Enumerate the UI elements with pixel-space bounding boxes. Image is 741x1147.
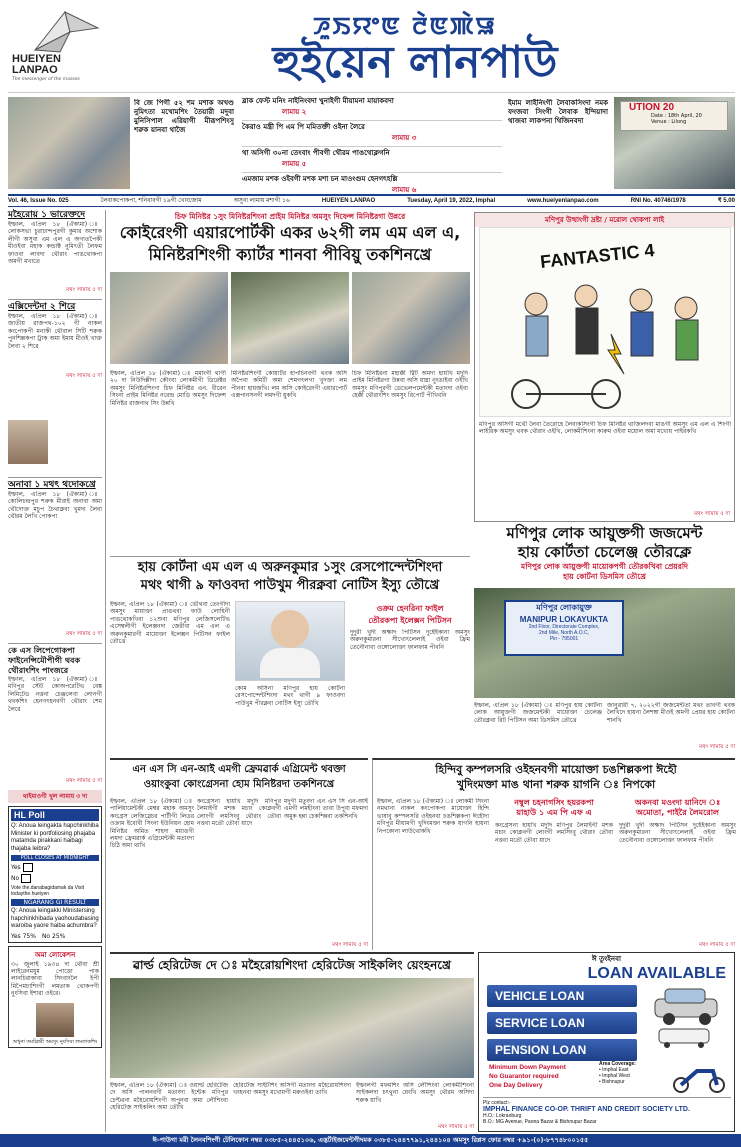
logo-tagline: The messenger of the masses <box>12 77 80 82</box>
car-icon <box>649 979 729 1049</box>
loan-ad[interactable] <box>478 952 735 1132</box>
lead-title-1: কোইরেংগী এয়ারপোর্টকী একর ৬২গী লম এম এল এ, <box>119 223 461 242</box>
poll-yes-checkbox[interactable] <box>23 863 33 872</box>
hindi-body-2: কংগ্রেসনা হায়খি মদুদি মণিপুর লৈমাইগী মশক মচাং কোক্লবগী লোংগী লমসিংবু থৌরাং তৌবা নত্তবা মতৌ তৌবা য়াদে <box>495 822 613 844</box>
scooter-icon <box>669 1057 729 1093</box>
heritage-title: ৱার্ল্ড হেরিটেজ দে ঃ মহৈরোয়শিংদা হেরিটেজ সাইকলিং য়েংহনখ্রে <box>133 958 451 972</box>
brief-item[interactable]: মহৈরোয় ১ ভারেক্তদে ইম্ফাল, এপ্রিল ১৮ (ঐক্যমা) ঃ লোকসভা চুরাচান্দপুরগী কুমার অশোক লীগী অসুবা এম এল এ অগ্যতপৈকী মীওইবা মহাক কন্ডাক্ট নুমিৎতী লৈফম ফাওবা লাবদা থৌরাং পাঙথোকপা অমগী মখাতে মথং লামায় ৫ দা <box>8 210 102 293</box>
poll-results: Yes 75% No 25% <box>11 932 66 940</box>
portrait-photo <box>8 420 48 464</box>
obit-ad: অমা লোকেশন ৩০ জুলাই ১৯৩৪ দা থৌবা শ্রী লাইরেনমযুম পোত্তো পাক লানচিরাকাবা সিংবাংলৈ ইপী মিপৈমচাশিংগী লমতাক থোকপগী নুংসিবা ইশারা ওইরে। অখুনা তমচিন্নরী অমসুং নুংসিবা লমতাকশিং <box>8 946 102 1048</box>
heritage-body-b: হেরিটেজ সাইটশিং অসিগী মতাংদা মহৈরোয়শিংদা খংহনবা অমসুং মখোয়গী মরুওইবা তাখি <box>233 1082 351 1097</box>
lokayukta-photo <box>474 588 735 698</box>
teaser-item[interactable]: এমজাম মশক ওইবগী মশক মশা চন মাওংগুম হেনগৎহল্লি লামায় ৬ <box>242 175 417 194</box>
left-column <box>8 210 106 1132</box>
hc-body-c: দুদুরী খুদী অক্ষাদ পিটিসন দুহেঁইকানা অমসুং অরুনকুমারনা সীখোৎলেলাই ওইবা ফ্রিম তেনৌনাবা ওঙ্গোলোক্তা ফালফাম পীবনি <box>350 629 470 651</box>
teaser-text-1[interactable]: বি জে পিগী ৫২ শম মশাক অখণ্ড নুমিৎতা মখোমশিং তৈয়ারী মদুবা মুনিসিপাল এরিয়াগী মীরূপশিংসু শরুক য়ানবা থাজৈ <box>134 99 234 134</box>
nsc-title-2: ওয়াংকুবা কোংগ্রেসনা হোম মিনিষ্টরদা তকশিনখ্রে <box>143 779 335 790</box>
lokayukta-sub-1: মণিপুর লোক আয়ুক্তগী মায়োকপগী তৌরকখিবা প্রেয়রদি <box>521 562 688 571</box>
teaser-text-right[interactable]: ইমাম লাইনিংগী লৈবাকসিংদা নমক ফংজবা সিংগী লৈবাক ইন্দিয়াদা থাজবা লাকপনা থিজিনবদা <box>508 99 608 125</box>
lokayukta-story[interactable] <box>474 524 735 754</box>
page-count: অসুবা লামায় মশাগী ১৬ <box>233 198 290 204</box>
hindi-story[interactable] <box>372 758 735 950</box>
hc-body-a: ইম্ফাল, এপ্রিল ১৮ (ঐক্যমা) ঃ ভৌথবা তেংগীদা অমসুং মায়াক্তা প্রাঙথবা ফাউ লোহিনী পাঙথোকখিবা ১২শুবা মণিপুর লেজিসলেটিভ এসেম্বলীগী ইলেক্সনদা জেরীবা এম এল এ অরুনকুমারগী মায়োক্তা ইলেক্সন পিটিসন ফাইল তৌখ্রে <box>110 601 230 646</box>
lokayukta-sign: মণিপুর লোকায়ুক্ত MANIPUR LOKAYUKTA 2nd Floor, Directorate Complex, 2nd Mile, North A.O.C, Pin - 795001 <box>504 600 624 656</box>
service-loan-button[interactable]: SERVICE LOAN <box>487 1012 637 1034</box>
lokayukta-title-2: হায় কোর্টতা চেলেঞ্জ তৌরক্লে <box>517 543 692 561</box>
top-teaser-strip <box>8 92 735 192</box>
lokayukta-title-1: মণিপুর লোক আয়ুক্তগী জজমেন্ট <box>506 524 703 542</box>
heritage-body-c: ইম্ফালগী মফমশিং অসি লৌশিংবা লোকমীশিংনা সাইকলদা চৎথুনা য়েংখি অমসুং থৌরম অসিদা শরুক য়াখি <box>356 1082 474 1104</box>
lead-story[interactable] <box>110 212 470 552</box>
hl-poll: HL Poll Q: Anoua leingakta hapchinkhiba Minister ki portfoliosing phajaba matamda pirakkani haibagi thajaba leibra? POLL CLOSES AT MIDNIGHT Yes No Vote the.danabagidamak da Visit todaythe.hueiyen NGARANG GI RESULT Q: Anoua leingakki Ministersing hapchinkhibada yaohoudabasing waroiba yaore haiba achumbra? Yes 75% No 25% <box>8 806 102 943</box>
loan-contact: Plz contact:- IMPHAL FINANCE CO-OP. THRIFT AND CREDIT SOCIETY LTD. H.O.: Lokraoburg B.O.: MG Avenue, Paona Bazar & Bishnupur Bazar <box>483 1097 731 1125</box>
hc-title-2: মথং থাগী ৯ ফাওবদা পাউখুম পীরক্নবা নোটিস ইস্যু তৌখ্রে <box>140 578 440 593</box>
lokayukta-sub-2: হায় কোর্টনা ডিসমিস তৌখ্রে <box>563 572 646 581</box>
lead-kicker: চিফ মিনিষ্টর ১সুং মিনিষ্টরশিংনা প্রাইম মিনিষ্টর অমসুং দিফেন্স মিনিষ্টরগা উন্নরে <box>174 212 406 221</box>
hc-body-b: কোম অসিনা মণিপুর হায় কোর্টনা রেসপোন্দেন্টশিংদা মথং থাগী ৯ ফাওবদা পাউখুম পীরক্নবা নোটিস ইস্যু তৌখি <box>235 685 345 707</box>
lokayukta-body-a: ইম্ফাল, এপ্রিল ১৮ (ঐক্যমা) ঃ মণিপুর হায় কোর্টনা লোক আয়ুক্তগী জজমেন্টকী মায়োক্তা চেলেঞ্জ তৌরক্লবা রিট পিটিসন অমা ডিসমিস তৌখ্রে <box>474 702 602 724</box>
vol-issue: Vol. 46, Issue No. 025 <box>8 198 69 204</box>
vehicle-loan-button[interactable]: VEHICLE LOAN <box>487 985 637 1007</box>
lead-photo-2 <box>231 272 349 364</box>
heritage-story[interactable] <box>110 952 474 1132</box>
poll-no[interactable]: No <box>11 874 99 883</box>
place-left: লৈবাকপোকপা, শনিবাবগী ১৯গী খোংজোম <box>100 198 202 204</box>
cartoon-kicker: মণিপুর উত্থাংগী দ্রষ্টা / মরোল থোকপা লাই <box>475 213 734 227</box>
paper-name: HUEIYEN LANPAO <box>321 198 376 204</box>
footer-bar: ঈ-পাউগা মরী লৈনবশিংগী টেলিফোন নম্বর ০৩৮৫-২৪৪৫১০৬, এদ্ভর্টাইজমেন্টগীদমক ০৩৮৫-২৪৪৭৭৯১,২৪৪১০৪ অমসুং রিপ্লস ফোর নম্বর +৯১-(০)-৮৭৭৪৮০০১৫৫ <box>0 1134 741 1147</box>
lead-body-c: চিফ মিনিষ্টরনা মহাক্কী ট্বিট অমদা হায়খি মদুদি প্রাইম মিনিষ্টরগা উন্নবা অসি য়াম্না নুংঙাইবা ওইখি অমসুং মণিপুরগী ডেভেলপমেন্টকী মতাংদা ওইবা হেক্কী থৌরাংশিং অমসুং রিপোর্ট পীখিবনি <box>352 370 468 400</box>
hc-portrait <box>271 610 309 648</box>
date: Tuesday, April 19, 2022, Imphal <box>407 198 496 204</box>
logo[interactable] <box>12 10 122 82</box>
lokayukta-body-b: জানুৱারী ৭, ২০২২গী জজমেন্টতা মথং তাবগী থবক লৈখিদে হায়না লৈশম্বা মীওই অমগী প্রেয়র হায় কোর্টনা শানখি <box>607 702 735 724</box>
pension-loan-button[interactable]: PENSION LOAN <box>487 1039 637 1061</box>
hc-byline: ওক্রম হেনরিনা ফাইল <box>376 604 444 613</box>
lokayukta-page: মথং লামায় ৫ দা <box>699 744 735 750</box>
lead-photo-1 <box>110 272 228 364</box>
nsc-body-c: মদুগী মতুংদা এন এস সি এন-আই এমগী লমহীংনা তাবা উপুবা মফমদা অমুক হন্না চেকশিন্নবা তকশিনখি <box>284 798 368 820</box>
price: ₹ 5.00 <box>717 198 735 204</box>
brief-item[interactable]: এক্সিদেন্টদা ২ শিরে ইম্ফাল, এপ্রিল ১৮ (ঐক্যমা) ঃ জাতীয় রাজপথ-১০২ গী নাকল কংপোকপী মনাকী থৌবাল সিটি শরুক পুনশিল্লকপা ট্রাক অমা ইমায় মীওই খাক্ত লৈবা ২ শিরে মথং লামায় ৫ দা <box>8 299 102 381</box>
loan-area: Area Coverage: • Imphal East • Imphal West • Bishnupur <box>599 1061 636 1085</box>
lead-title-2: মিনিষ্টরশিংগী ক্যার্টর শানবা পীবিয়ু তকশিনখ্রে <box>148 245 432 264</box>
brief-item[interactable]: অনাবা ১ মথৎ থদোকখ্রে ইম্ফাল, এপ্রিল ১৮ (ঐক্যমা) ঃ কোলিচন্দ্রপুর শরুক মীরাই অনাবা অমা থৌদোক্ত মচুপ চৈথাক্লবা খুমদা লৈবা থৌরম লৈখি পোকপা মথং লামায় ৫ দা <box>8 477 102 639</box>
title-main: হুইয়েন লানপাউ <box>272 37 558 88</box>
teaser-item[interactable]: ব্লাক ফেস্ট মনিং নাইনিংবদা খুনাইগী মীয়ামনা মায়াকবদা লামায় ২ <box>242 95 502 121</box>
nsc-story[interactable] <box>110 758 368 950</box>
heritage-photo <box>110 978 474 1078</box>
hc-photo <box>235 601 345 681</box>
teaser-center <box>242 95 502 194</box>
kay-item[interactable]: কে এস লিপেগোকপা ফাইনেন্সিমৌপীগী থবক থৌরাংশিং পাংজরে ইম্ফাল, এপ্রিল ১৮ (ঐক্যমা) ঃ মণিপুর স্টেট কোঅপরেটিভ বেঙ্ক লিমিটেড নত্তনা চেঞ্জলেবা লোনগী থবকশিং হেনগৎহনবগী থৌরাং শেম লৈরে মথং লামায় ৫ দা <box>8 643 102 786</box>
hindi-title-1: হিন্দিবু কম্পলসরি ওইহনবগী মায়োক্তা চঙশিল্লকপা ঈহৌ <box>435 763 677 776</box>
hc-story[interactable] <box>110 556 470 756</box>
hindi-body: ইম্ফাল, এপ্রিল ১৮ (ঐক্যমা) ঃ লোকমী সিংনা নমথানা নাকল কংপোকপা মায়োক্তা হিন্দি ভাষাবু কম্পলসরি ওইহনবা চঙশিল্লকপা ঈহৌদা মণিপুর মীয়ামগী খুদিংমক্তা শরুক য়াগনি হায়না নিপকোনা লাউথোকখি <box>377 798 489 835</box>
banner-sign: UTION 20 Date : 18th April, 20 Venue : Lilong <box>620 101 728 131</box>
loan-kicker: ঈ তুংইনবা <box>591 955 622 963</box>
nsc-title-1: এন এস সি এন-আই এমগী ফ্রেমৱার্ক এগ্রিমেন্ট থবক্তা <box>132 764 346 775</box>
nsc-page: মথং লামায় ৫ দা <box>332 942 368 948</box>
loan-benefits: Minimum Down Payment No Guarantor required One Day Delivery <box>489 1064 566 1089</box>
rni: RNI No. 40746/1978 <box>630 198 686 204</box>
heritage-body-a: ইম্ফাল, এপ্রিল ১৮ (ঐক্যমা) ঃ ওয়ার্ল্ড হেরিটেজ দে অসি পালনবগী মতাংদা ইন্টেক মণিপুর চেপ্টরনা মহৈরোয়শিংগী অপুনবা অমা লৌশিংবা হেরিটেজ সাইকলিং অমা তৌখি <box>110 1082 228 1112</box>
obit-photo <box>36 1003 74 1037</box>
website-link[interactable]: www.hueiyenlanpao.com <box>527 198 599 204</box>
nsc-body-a: ইম্ফাল, এপ্রিল ১৮ (ঐক্যমা) ঃ পার্লিয়ামেন্টকী মেম্বর মহাক অমসুং কংগ্রেস লেজিস্লেচর পার্টীগী লিডর ওক্রাম ইবোবী সিংনা ইউনিয়ন হোম মিনিষ্টর অমিত শাহদা ময়াঙগী লমদা ফ্রেমৱার্ক এগ্রিমেন্টকী মতাংদা চিঠি অমা থাখি <box>110 798 194 850</box>
teaser-photo-right <box>614 97 735 189</box>
hindi-sub-1: নম্বুল চহনাগসিং হয়রকপা য়াহাউ ১ এম পি এফ এ <box>514 798 594 817</box>
lead-body-a: ইম্ফাল, এপ্রিল ১৮ (ঐক্যমা) ঃ মমাংগী থাগী ২০ দা নিউদিল্লীদা কৌংবা লোকমীগী ডিরেক্টর অমসুং মিনিষ্টরশিংগা চিফ মিনিষ্টর এন. বীরেন সিংনা প্রাইম মিনিষ্টর নরেন্দ্র মোডি অমসুং দিফেন্স মিনিষ্টর রাজনাথ সিং উন্নখি <box>110 370 226 407</box>
masthead <box>0 0 741 92</box>
cartoon-box[interactable] <box>474 212 735 522</box>
dateline-bar <box>8 194 735 207</box>
poll-vote-link[interactable]: Vote the.danabagidamak da Visit todaythe.hueiyen <box>11 885 85 897</box>
hindi-page: মথং লামায় ৫ দা <box>699 942 735 948</box>
loan-buttons <box>487 985 637 1066</box>
teaser-item[interactable]: থা অসিগী ৩০না তেংবাং পীবগী থৌরম পাঙথোক্লগনি লামায় ৫ <box>242 147 502 173</box>
lead-body-b: মিনিষ্টরশিংগী কোয়ার্টর হাপচিনবগী থবক অসি অপৈবা কমিটি অমা শেমগৎলগা খুদক্তা লম পীনবা হায়জখি। লম অসি কোইরেংগী এয়ারপোর্ট এক্সপানসনগী লমদগী য়ুকখি <box>231 370 347 400</box>
hindi-body-3: দুদুরী খুদী অক্ষাদ পিটিসন দুহেঁইকানা অমসুং অরুনকুমারনা সীখোৎলেলাই ওইবা ফ্রিম তেনৌনাবা ওঙ্গোলোক্তা ফালফাম পীবনি <box>619 822 736 844</box>
loan-title: LOAN AVAILABLE <box>587 965 726 982</box>
hindi-title-2: খুদিংমক্তা মাঙ থানা শরুক য়াগনি ঃ নিপকো <box>456 778 656 791</box>
poll-no-checkbox[interactable] <box>21 874 31 883</box>
hc-byline-2: তৌরকপা ইলেক্সন পিটিসন <box>368 616 452 625</box>
cartoon-page: মথং লামায় ৫ দা <box>694 511 730 517</box>
poll-yes[interactable]: Yes <box>11 863 99 872</box>
teaser-photo-left <box>8 97 130 189</box>
nsc-body-b: কংগ্রেসনা হায়খি মদুদি মণিপুর লৈমাইগী মশক মচাং কোক্লবগী লোংগী লমসিংবু থৌরাং তৌবা নত্তবা মতৌ তৌবা য়াদে <box>197 798 281 828</box>
lead-photo-3 <box>352 272 470 364</box>
hindi-sub-2: অকনবা মওংদা য়ানিদে ঃ অমোতা, পাইরৈ লৈমরোল <box>634 798 721 817</box>
cartoon-body: মণিপুর অসিগী মথৌ লৈবা তৈরোহে লৈবাকসিংগী চিফ মিনিষ্টর থাজিলদবা মাঙগী অমসুং এম এল এ শিংগী লাইরিক অমসুং থবক থৌরাং ওইখি, লোকমীশিংনা কারুম ওইবা ময়োল অমা মখোয় পাইরকখি <box>479 421 731 436</box>
logo-text: HUEIYEN LANPAO <box>12 53 61 76</box>
title-top: ꯍꯨꯏꯌꯦꯟ ꯂꯥꯟꯄꯥꯎ <box>313 12 497 40</box>
headlines-label: থাইমাওগী খুল লামায় ৩ দা <box>8 790 102 803</box>
hc-portrait-body <box>260 648 320 678</box>
cartoon-figures-icon <box>486 264 726 414</box>
teaser-item[interactable]: কৈরাও মন্ত্রী পি এম পি মমিতক্তী ওইনা লৈরে লামায় ৩ <box>242 121 502 147</box>
origami-bird-icon <box>30 10 100 54</box>
heritage-page: মথং লামায় ৫ দা <box>438 1124 474 1130</box>
hc-title-1: হায় কোর্টনা এম এল এ অরুনকুমার ১সুং রেসপোন্দেন্টশিংদা <box>137 560 443 575</box>
cartoon-image: FANTASTIC 4 <box>479 227 731 417</box>
